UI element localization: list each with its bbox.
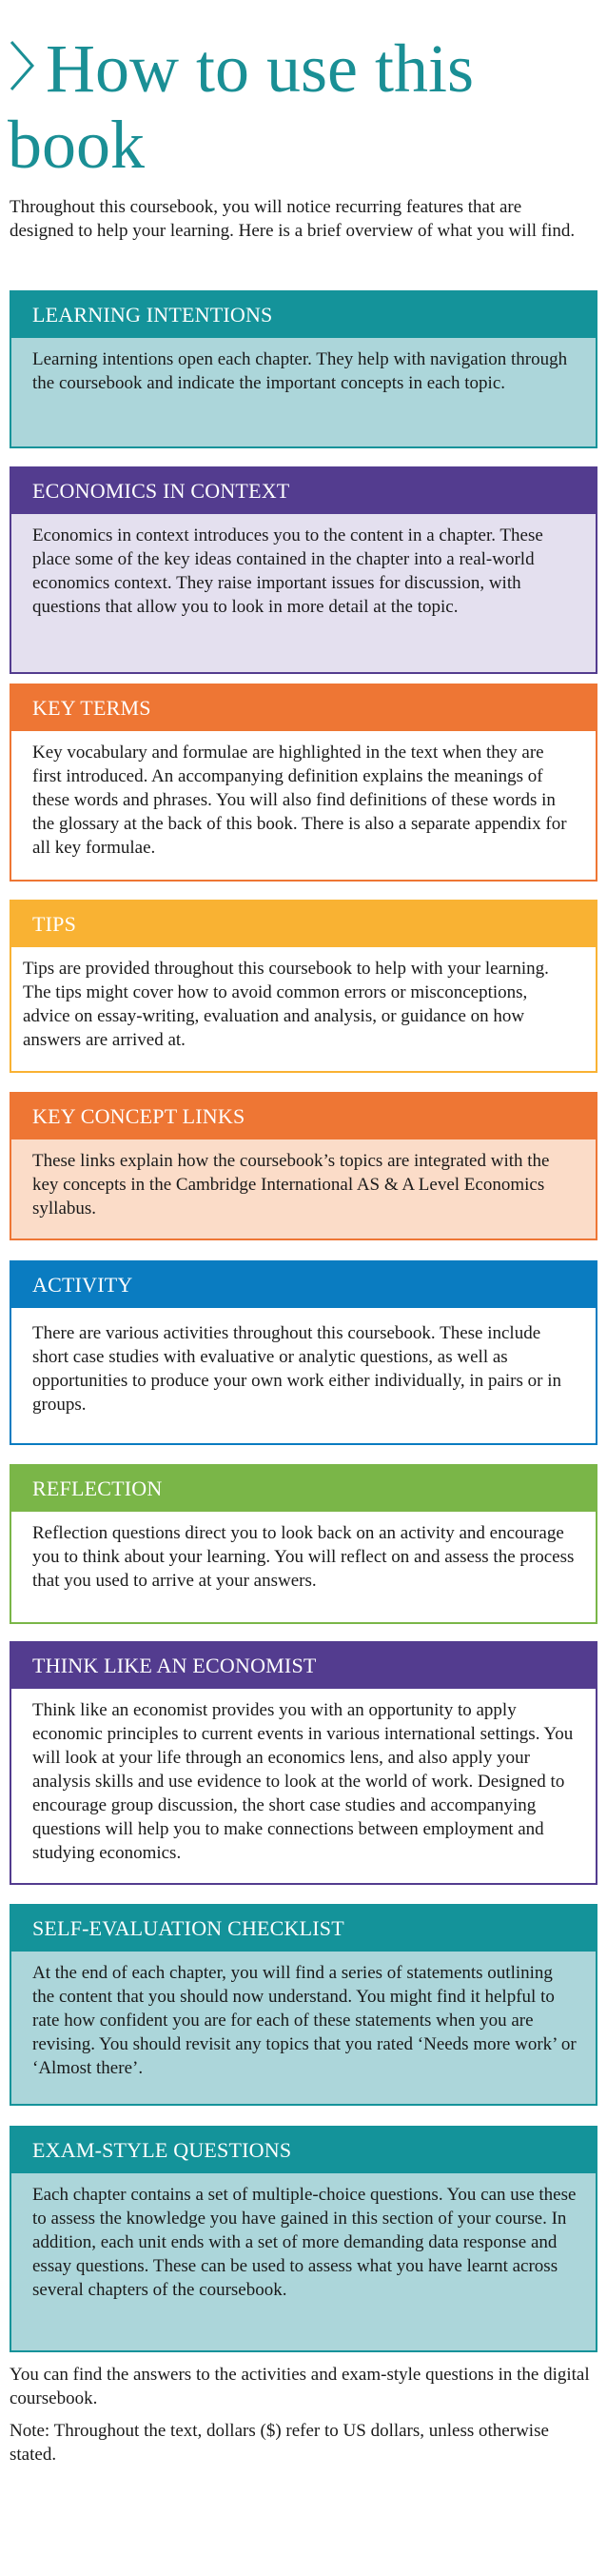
feature-box-self-evaluation-checklist [10, 1904, 597, 2106]
feature-box-key-concept-links [10, 1092, 597, 1240]
feature-box-reflection [10, 1464, 597, 1624]
feature-box-heading: ACTIVITY [11, 1262, 596, 1308]
feature-box-text: Economics in context introduces you to the content in a chapter. These place some of the key ideas contained in the chapter into a real-world economics context. They raise important issues for discussion, with questions that allow you to look in more detail at the topic. [32, 525, 543, 617]
feature-box-heading: LEARNING INTENTIONS [11, 292, 596, 338]
feature-box-activity [10, 1260, 597, 1445]
feature-box-text: There are various activities throughout this coursebook. These include short case studies with evaluative or analytic questions, as well as opportunities to produce your own work either individually, in pairs or in groups. [32, 1323, 562, 1415]
feature-box-text: Key vocabulary and formulae are highlighted in the text when they are first introduced. An accompanying definition explains the meanings of these words and phrases. You will also find definitions of these words in the glossary at the back of this book. There is also a separate appendix for all key formulae. [32, 743, 567, 858]
feature-box-learning-intentions [10, 290, 597, 448]
chevron-right-icon [8, 32, 36, 88]
feature-box-heading: REFLECTION [11, 1466, 596, 1512]
answers-note: You can find the answers to the activities and exam-style questions in the digital coursebook. [10, 2365, 590, 2408]
feature-box-heading: KEY CONCEPT LINKS [11, 1094, 596, 1139]
intro-paragraph: Throughout this coursebook, you will notice recurring features that are designed to help your learning. Here is a brief overview of what you will find. [10, 197, 576, 241]
feature-box-text: Tips are provided throughout this coursebook to help with your learning. The tips might cover how to avoid common errors or misconceptions, advice on essay-writing, evaluation and analysis, or guidance on how answers are arrived at. [23, 959, 549, 1050]
feature-box-text: Think like an economist provides you with an opportunity to apply economic principles to current events in various international settings. You will look at your life through an economics lens, and also apply your analysis skills and use evidence to look at the world of work. Designed to encourage group discussion, the short case studies and accompanying questions will help you to make connections between employment and studying economics. [32, 1700, 574, 1863]
feature-box-heading: KEY TERMS [11, 685, 596, 731]
feature-box-text: Each chapter contains a set of multiple-choice questions. You can use these to assess the knowledge you have gained in this section of your course. In addition, each unit ends with a set of more demanding data response and essay questions. These can be used to assess what you have learnt across several chapters of the coursebook. [32, 2185, 577, 2300]
feature-box-text: At the end of each chapter, you will find a series of statements outlining the content that you should now understand. You might find it helpful to rate how confident you are for each of these statements when you are revising. You should revisit any topics that you rated ‘Needs more work’ or ‘Almost there’. [32, 1963, 577, 2078]
feature-box-heading: THINK LIKE AN ECONOMIST [11, 1643, 596, 1689]
feature-box-key-terms [10, 684, 597, 882]
feature-box-economics-in-context [10, 466, 597, 674]
feature-box-text: These links explain how the coursebook’s topics are integrated with the key concepts in the Cambridge International AS & A Level Economics syllabus. [32, 1151, 550, 1219]
page-title [8, 30, 597, 183]
feature-box-text: Learning intentions open each chapter. They help with navigation through the coursebook and indicate the important concepts in each topic. [32, 349, 568, 393]
feature-box-text: Reflection questions direct you to look back on an activity and encourage you to think about your learning. You will reflect on and assess the process that you used to arrive at your answers. [32, 1523, 575, 1591]
feature-box-heading: SELF-EVALUATION CHECKLIST [11, 1906, 596, 1952]
feature-box-heading: EXAM-STYLE QUESTIONS [11, 2128, 596, 2173]
feature-box-think-like-an-economist [10, 1641, 597, 1885]
page-title-text: How to use this book [8, 30, 474, 183]
feature-box-tips [10, 900, 597, 1073]
currency-note: Note: Throughout the text, dollars ($) refer to US dollars, unless otherwise stated. [10, 2421, 549, 2465]
feature-box-exam-style-questions [10, 2126, 597, 2352]
feature-box-heading: ECONOMICS IN CONTEXT [11, 468, 596, 514]
feature-box-heading: TIPS [11, 902, 596, 947]
